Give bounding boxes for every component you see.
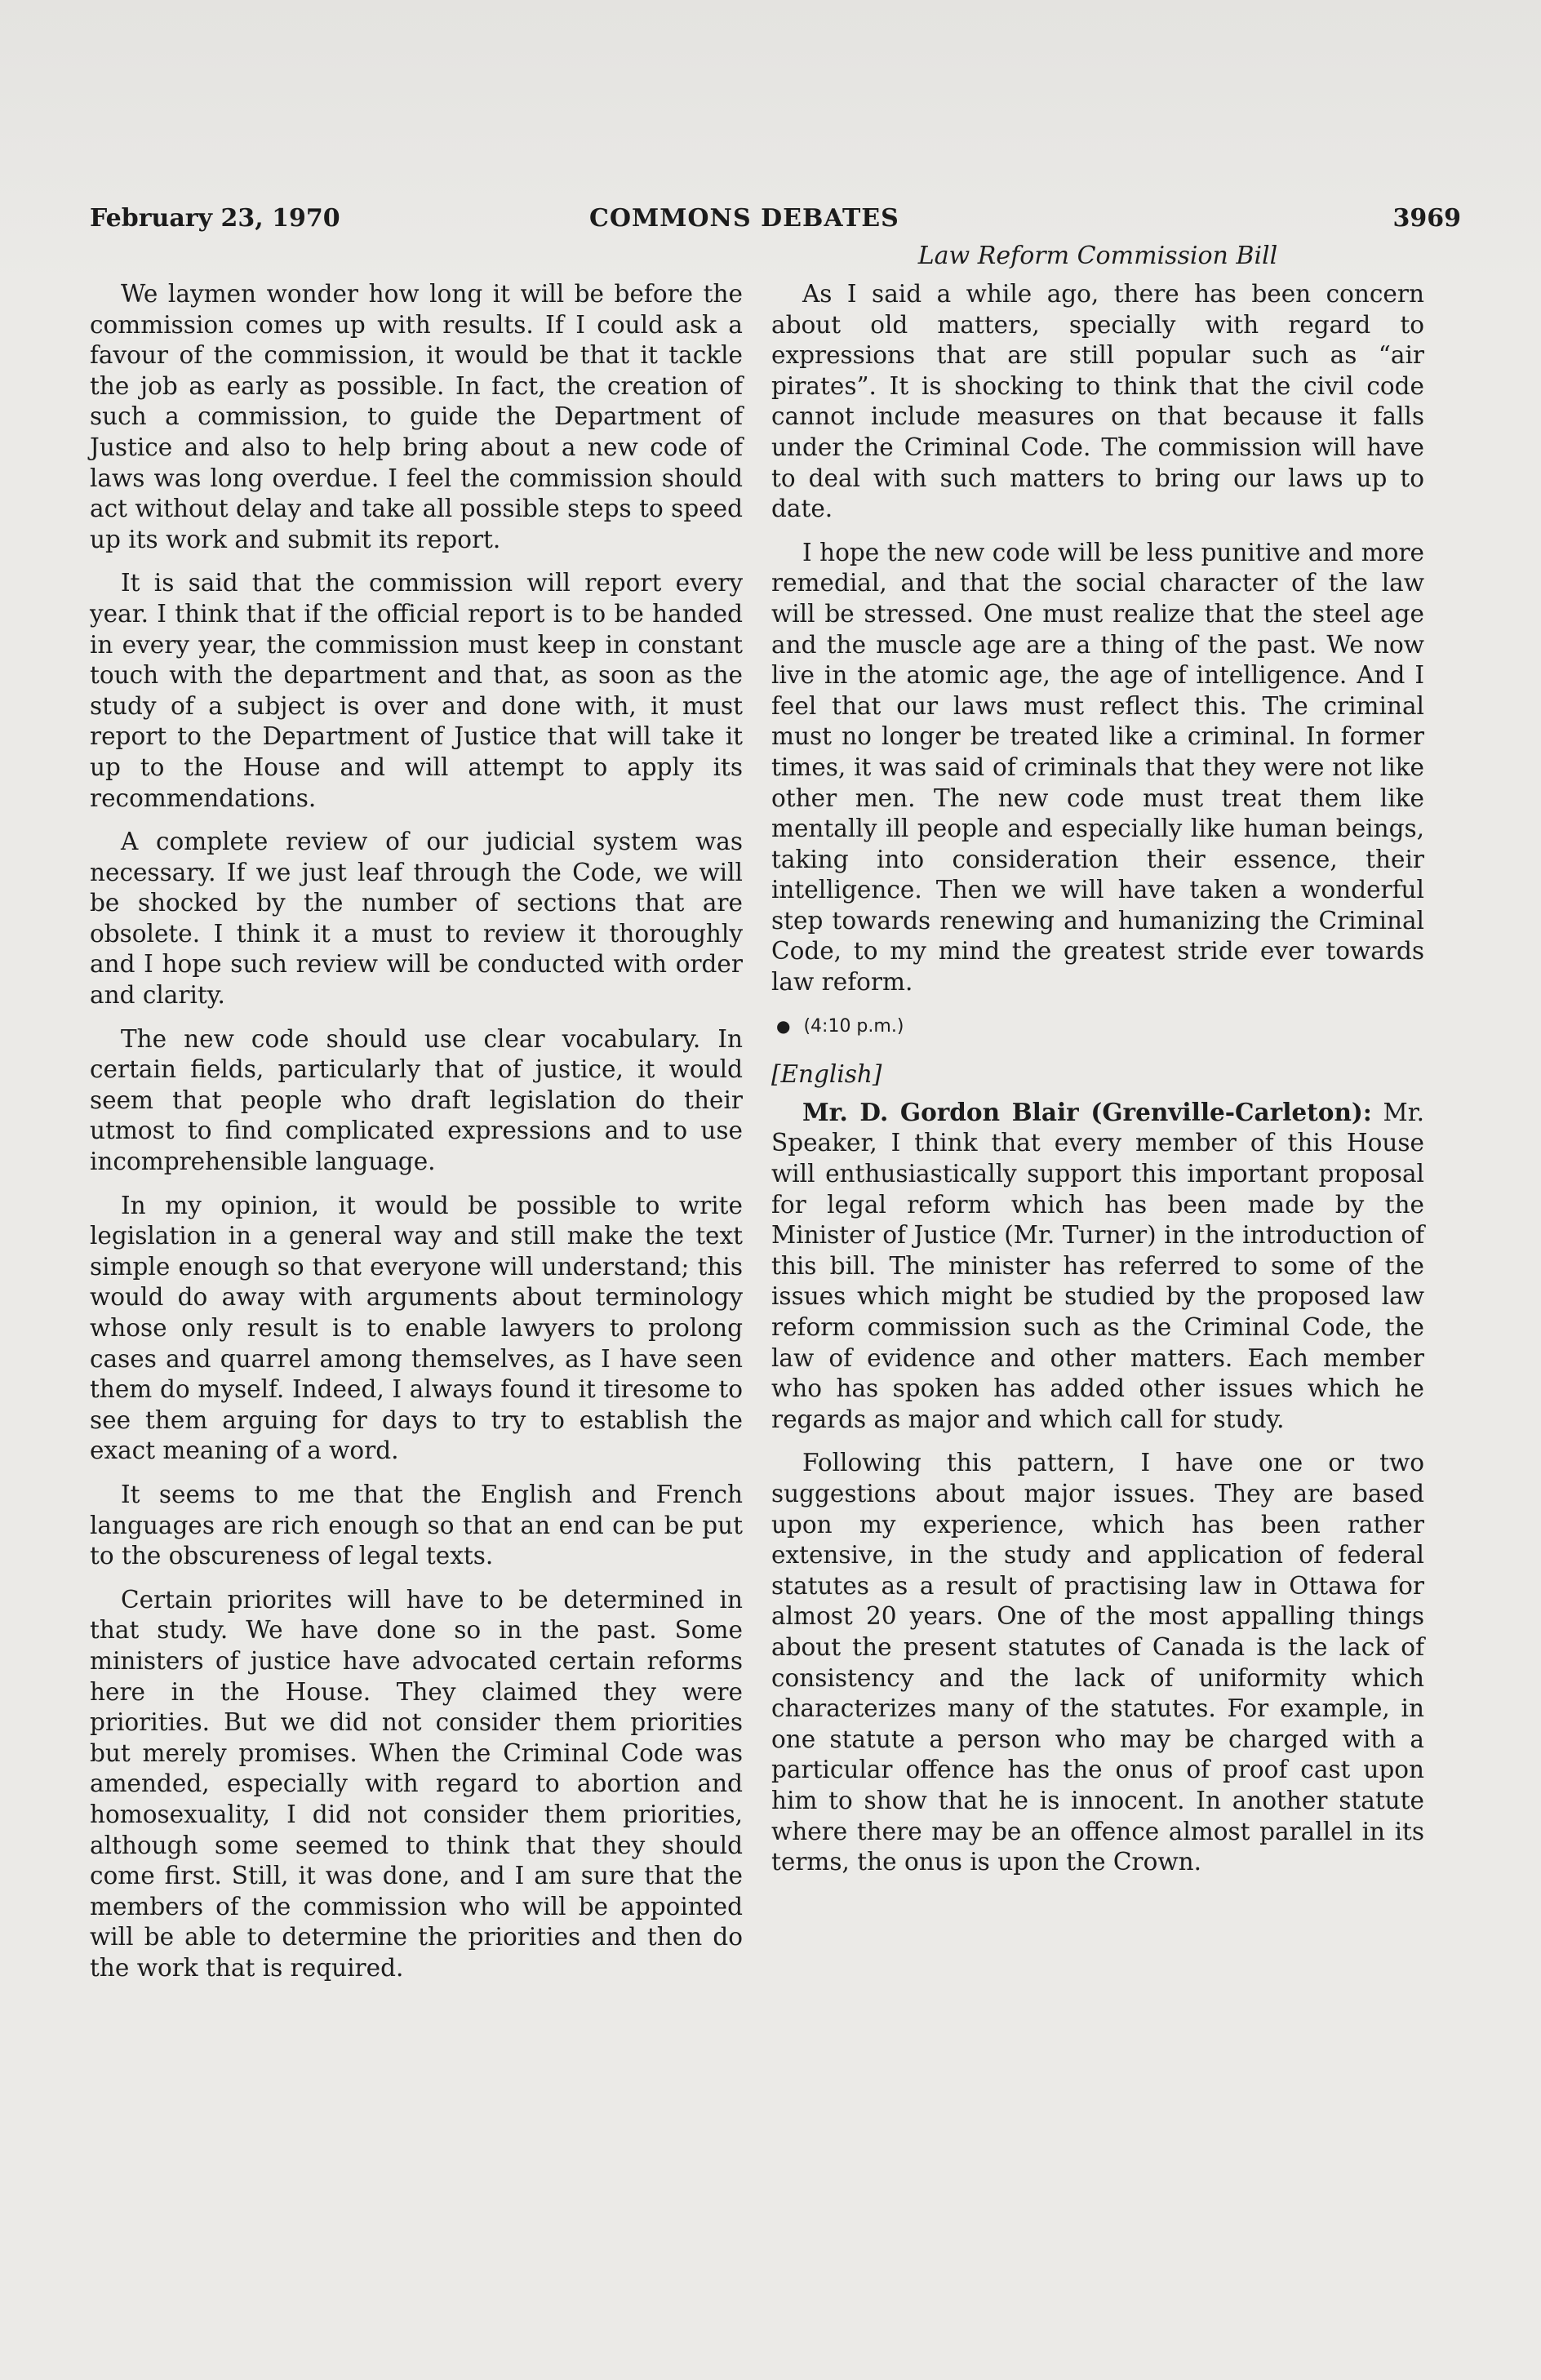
speaker-text: Mr. Speaker, I think that every member of this House will enthusiastically support this important proposal for legal reform which has been made by the Minister of Justice (Mr. Turner) in the introduction of this bill. The minister has referred to some of the issues which might be studied by the proposed law reform commission such as the Criminal Code, the law of evidence and other matters. Each member who has spoken has added other issues which he regards as major and which call for study. xyxy=(771,1098,1424,1433)
bullet-icon: ● xyxy=(776,1015,791,1036)
paragraph: It is said that the commission will report every year. I think that if the official report is to be handed in every year, the commission must keep in constant touch with the department and that, as soon as the study of a subject is over and done with, it must report to the Department of Justice that will take it up to the House and will attempt to apply its recommendations. xyxy=(90,569,743,812)
paragraph: We laymen wonder how long it will be before the commission comes up with results. If I could ask a favour of the commission, it would be that it tackle the job as early as possible. In fact, the creation of such a commission, to guide the Department of Justice and also to help bring about a new code of laws was long overdue. I feel the commission should act without delay and take all possible steps to speed up its work and submit its report. xyxy=(90,280,743,553)
paragraph: I hope the new code will be less punitive and more remedial, and that the social character of the law will be stressed. One must realize that the steel age and the muscle age are a thing of the past. We now live in the atomic age, the age of intelligence. And I feel that our laws must reflect this. The criminal must no longer be treated like a criminal. In former times, it was said of criminals that they were not like other men. The new code must treat them like mentally ill people and especially like human beings, taking into consideration their essence, their intelligence. Then we will have taken a wonderful step towards renewing and humanizing the Criminal Code, to my mind the greatest stride ever towards law reform. xyxy=(771,538,1424,997)
paragraph: A complete review of our judicial system was necessary. If we just leaf through the Code, we will be shocked by the number of sections that are obsolete. I think it a must to review it thoroughly and I hope such review will be conducted with order and clarity. xyxy=(90,828,743,1010)
time-stamp-text: (4:10 p.m.) xyxy=(803,1015,904,1037)
header-title: COMMONS DEBATES xyxy=(589,204,899,233)
paragraph: It seems to me that the English and French languages are rich enough so that an end can be put to the obscureness of legal texts. xyxy=(90,1480,743,1570)
speaker-name: Mr. D. Gordon Blair (Grenville-Carleton): xyxy=(802,1097,1372,1126)
time-stamp xyxy=(776,1011,1424,1042)
left-column xyxy=(90,279,743,1996)
paragraph: In my opinion, it would be possible to write legislation in a general way and still make the text simple enough so that everyone will understand; this would do away with arguments about terminology whose only result is to enable lawyers to prolong cases and quarrel among themselves, as I have seen them do myself. Indeed, I always found it tiresome to see them arguing for days to try to establish the exact meaning of a word. xyxy=(90,1191,743,1465)
paragraph: Following this pattern, I have one or two suggestions about major issues. They are based upon my experience, which has been rather extensive, in the study and application of federal statutes as a result of practising law in Ottawa for almost 20 years. One of the most appalling things about the present statutes of Canada is the lack of consistency and the lack of uniformity which characterizes many of the statutes. For example, in one statute a person who may be charged with a particular offence has the onus of proof cast upon him to show that he is innocent. In another statute where there may be an offence almost parallel in its terms, the onus is upon the Crown. xyxy=(771,1449,1424,1876)
paragraph: As I said a while ago, there has been concern about old matters, specially with regard to expressions that are still popular such as “air pirates”. It is shocking to think that the civil code cannot include measures on that because it falls under the Criminal Code. The commission will have to deal with such matters to bring our laws up to date. xyxy=(771,280,1424,523)
right-column xyxy=(771,279,1424,1891)
language-tag: [English] xyxy=(771,1060,882,1089)
header-date: February 23, 1970 xyxy=(90,204,340,233)
running-head: Law Reform Commission Bill xyxy=(917,242,1278,270)
header-page-number: 3969 xyxy=(1392,204,1461,233)
speaker-paragraph xyxy=(771,1097,1424,1436)
page-header xyxy=(90,204,1461,240)
paragraph: The new code should use clear vocabulary. In certain fields, particularly that of justice, it would seem that people who draft legislation do their utmost to find complicated expressions and to use incomprehensible language. xyxy=(90,1024,743,1176)
paragraph: Certain priorites will have to be determined in that study. We have done so in the past. Some ministers of justice have advocated certain reforms here in the House. They claimed they were priorities. But we did not consider them priorities but merely promises. When the Criminal Code was amended, especially with regard to abortion and homosexuality, I did not consider them priorities, although some seemed to think that they should come first. Still, it was done, and I am sure that the members of the commission who will be appointed will be able to determine the priorities and then do the work that is required. xyxy=(90,1585,743,1982)
